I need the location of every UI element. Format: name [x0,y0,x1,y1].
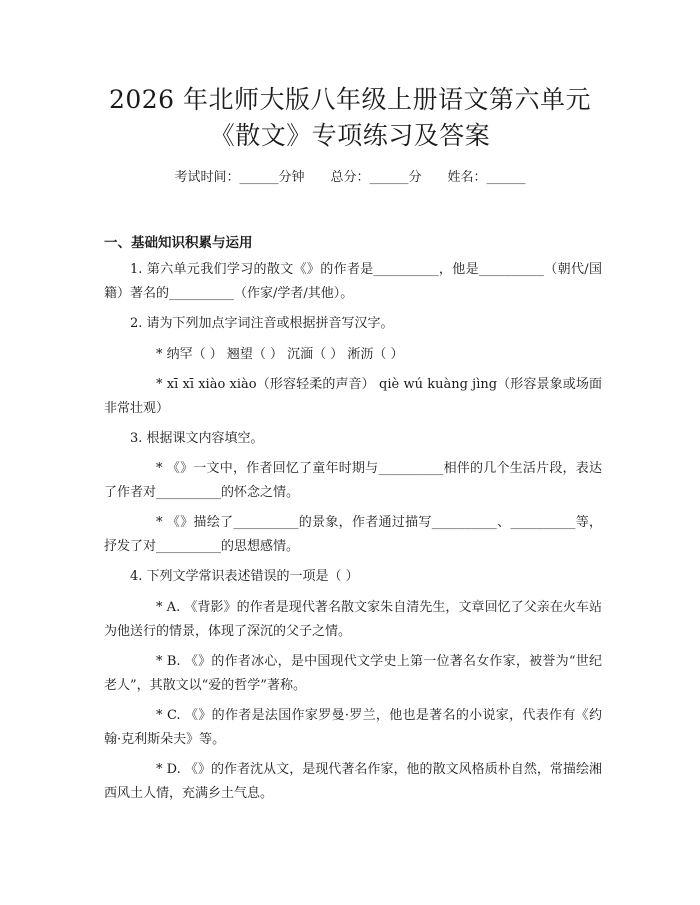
question-1: 1. 第六单元我们学习的散文《》的作者是__________，他是__________（朝代/国籍）著名的__________（作家/学者/其他）。 [104,262,602,301]
question-4-option-a: * A. 《背影》的作者是现代著名散文家朱自清先生，文章回忆了父亲在火车站为他送行的情景，体现了深沉的父子之情。 [104,600,602,639]
question-3-item-b: * 《》描绘了__________的景象，作者通过描写__________、__________等，抒发了对__________的思想感情。 [104,515,602,554]
question-3: 3. 根据课文内容填空。 [130,431,264,446]
question-2-item-a: * 纳罕（ ） 翘望（ ） 沉湎（ ） 淅沥（ ） [156,347,404,362]
question-3-item-a: * 《》一文中，作者回忆了童年时期与__________相伴的几个生活片段，表达了作者对__________的怀念之情。 [104,461,602,500]
doc-title-line2: 《散文》专项练习及答案 [209,121,491,150]
question-4: 4. 下列文学常识表述错误的一项是（ ） [130,569,359,584]
exam-score-field: 总分：______分 [330,170,422,185]
exam-name-field: 姓名：______ [447,170,526,185]
question-4-option-d: * D. 《》的作者沈从文，是现代著名作家，他的散文风格质朴自然，常描绘湘西风土人情，充满乡土气息。 [104,762,602,801]
exam-time-field: 考试时间：______分钟 [174,170,305,185]
question-2: 2. 请为下列加点字词注音或根据拼音写汉字。 [130,316,394,331]
section-heading: 一、基础知识积累与运用 [104,235,253,251]
exam-info [0,169,700,187]
question-4-option-c: * C. 《》的作者是法国作家罗曼·罗兰，他也是著名的小说家，代表作有《约翰·克利斯朵夫》等。 [104,708,602,747]
question-2-item-b: * xī xī xiào xiào（形容轻柔的声音） qiè wú kuàng jìng（形容景象或场面非常壮观） [104,377,602,416]
doc-title-line1: 2026 年北师大版八年级上册语文第六单元 [108,85,592,114]
question-4-option-b: * B. 《》的作者冰心，是中国现代文学史上第一位著名女作家，被誉为“世纪老人”，其散文以“爱的哲学”著称。 [104,654,602,693]
